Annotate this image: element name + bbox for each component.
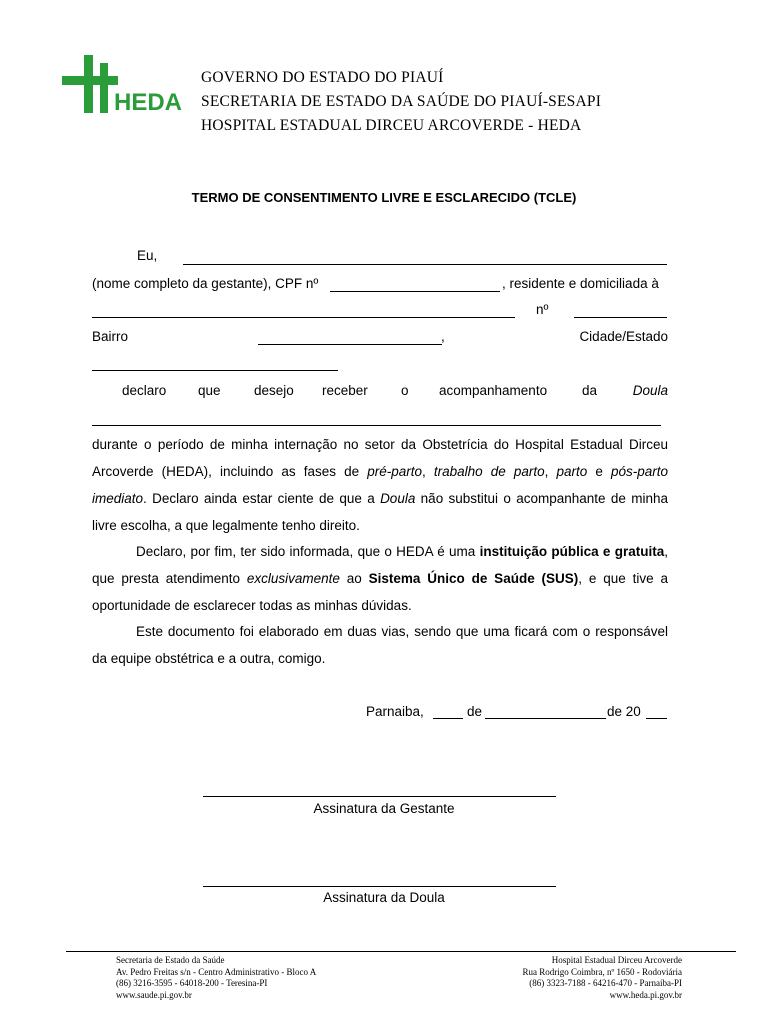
p1-text-b: , (421, 464, 434, 479)
word-doula: Doula (632, 383, 668, 398)
p2-instituicao-publica: instituição pública e gratuita (479, 544, 665, 559)
footer-divider (66, 951, 736, 952)
row-cpf (92, 276, 668, 296)
header-line-government: GOVERNO DO ESTADO DO PIAUÍ (201, 69, 444, 86)
logo-h-stroke (100, 63, 108, 113)
signature-line-gestante[interactable] (203, 796, 556, 797)
p2-text-b: , que presta atendimento (92, 544, 669, 586)
eu-label: Eu, (137, 248, 158, 263)
p1-text-c: , (544, 464, 557, 479)
p1-doula: Doula (380, 491, 416, 506)
footer-left (116, 955, 316, 1001)
bairro-comma: , (441, 329, 445, 344)
p1-text-d: e (587, 464, 611, 479)
word-desejo: desejo (254, 383, 294, 398)
p2-exclusivamente: exclusivamente (246, 571, 340, 586)
footer-left-line-1: Secretaria de Estado da Saúde (116, 955, 225, 965)
number-line[interactable] (574, 317, 667, 318)
name-line[interactable] (183, 264, 667, 265)
paragraph-period (92, 431, 668, 539)
p1-text-f: não substitui o acompanhante de minha livre escolha, a que legalmente tenho direito. (92, 491, 668, 533)
p1-text-e: . Declaro ainda estar ciente de que a (143, 491, 381, 506)
date-year-label: de 20 (607, 704, 641, 719)
signature-label-gestante: Assinatura da Gestante (313, 801, 455, 816)
signature-label-doula: Assinatura da Doula (323, 890, 445, 905)
row-declaro (92, 383, 668, 403)
row-bairro (92, 329, 668, 349)
p1-pre-parto: pré-parto (367, 464, 422, 479)
word-acompanhamento: acompanhamento (439, 383, 548, 398)
header-block (201, 66, 601, 138)
p1-text-a: durante o período de minha internação no setor da Obstetrícia do Hospital Estadual Dirceu Arcoverde (HEDA), incluindo as fases de (92, 437, 668, 479)
word-declaro: declaro (122, 383, 167, 398)
header-line-secretariat: SECRETARIA DE ESTADO DA SAÚDE DO PIAUÍ-SESAPI (201, 93, 602, 110)
footer-right-line-4: www.heda.pi.gov.br (609, 989, 682, 1000)
p1-parto: parto (556, 464, 588, 479)
logo-text: HEDA (114, 89, 183, 116)
nome-label: (nome completo da gestante), CPF nº (92, 276, 319, 291)
doula-name-line[interactable] (92, 425, 661, 426)
footer-left-line-2: Av. Pedro Freitas s/n - Centro Administrativo - Bloco A (116, 966, 317, 977)
cidade-line[interactable] (92, 370, 338, 371)
p1-trabalho-de-parto: trabalho de parto (433, 464, 545, 479)
bairro-label: Bairro (92, 329, 129, 344)
word-o: o (401, 383, 409, 398)
residente-label: , residente e domiciliada à (502, 276, 659, 291)
document-title: TERMO DE CONSENTIMENTO LIVRE E ESCLARECIDO (TCLE) (191, 190, 577, 205)
p2-text-c: ao (339, 571, 369, 586)
row-date (92, 704, 668, 724)
cpf-line[interactable] (330, 291, 500, 292)
footer-left-line-3: (86) 3216-3595 - 64018-200 - Teresina-PI (116, 978, 268, 988)
logo-cross-horizontal (62, 76, 118, 85)
date-de-label: de (467, 704, 483, 719)
day-line[interactable] (433, 718, 463, 719)
cidade-label: Cidade/Estado (579, 329, 668, 344)
p2-sus: Sistema Único de Saúde (SUS) (368, 571, 579, 586)
footer-right-line-1: Hospital Estadual Dirceu Arcoverde (551, 955, 682, 965)
word-da: da (582, 383, 598, 398)
footer-left-line-4: www.saude.pi.gov.br (116, 989, 192, 1000)
heda-logo (62, 55, 183, 117)
date-city: Parnaiba, (366, 704, 424, 719)
signature-line-doula[interactable] (203, 886, 556, 887)
paragraph-copies: Este documento foi elaborado em duas vias, sendo que uma ficará com o responsável da equipe obstétrica e a outra, comigo. (92, 624, 668, 666)
p2-text-a: Declaro, por fim, ter sido informada, que o HEDA é uma (136, 544, 480, 559)
p1-pos-parto: pós-parto imediato (92, 464, 668, 506)
footer-right (522, 955, 682, 1001)
paragraph-institution (92, 538, 668, 619)
word-receber: receber (322, 383, 368, 398)
word-que: que (198, 383, 221, 398)
header-line-hospital: HOSPITAL ESTADUAL DIRCEU ARCOVERDE - HEDA (201, 117, 582, 134)
footer-right-line-2: Rua Rodrigo Coimbra, nº 1650 - Rodoviária (522, 966, 682, 977)
p2-text-d: , e que tive a oportunidade de esclarecer todas as minhas dúvidas. (92, 571, 668, 613)
row-address (92, 302, 668, 322)
row-eu (92, 248, 668, 268)
numero-label: nº (536, 302, 549, 317)
month-line[interactable] (485, 718, 606, 719)
year-line[interactable] (646, 718, 667, 719)
footer-right-line-3: (86) 3323-7188 - 64216-470 - Parnaíba-PI (529, 978, 682, 988)
bairro-line[interactable] (258, 344, 442, 345)
